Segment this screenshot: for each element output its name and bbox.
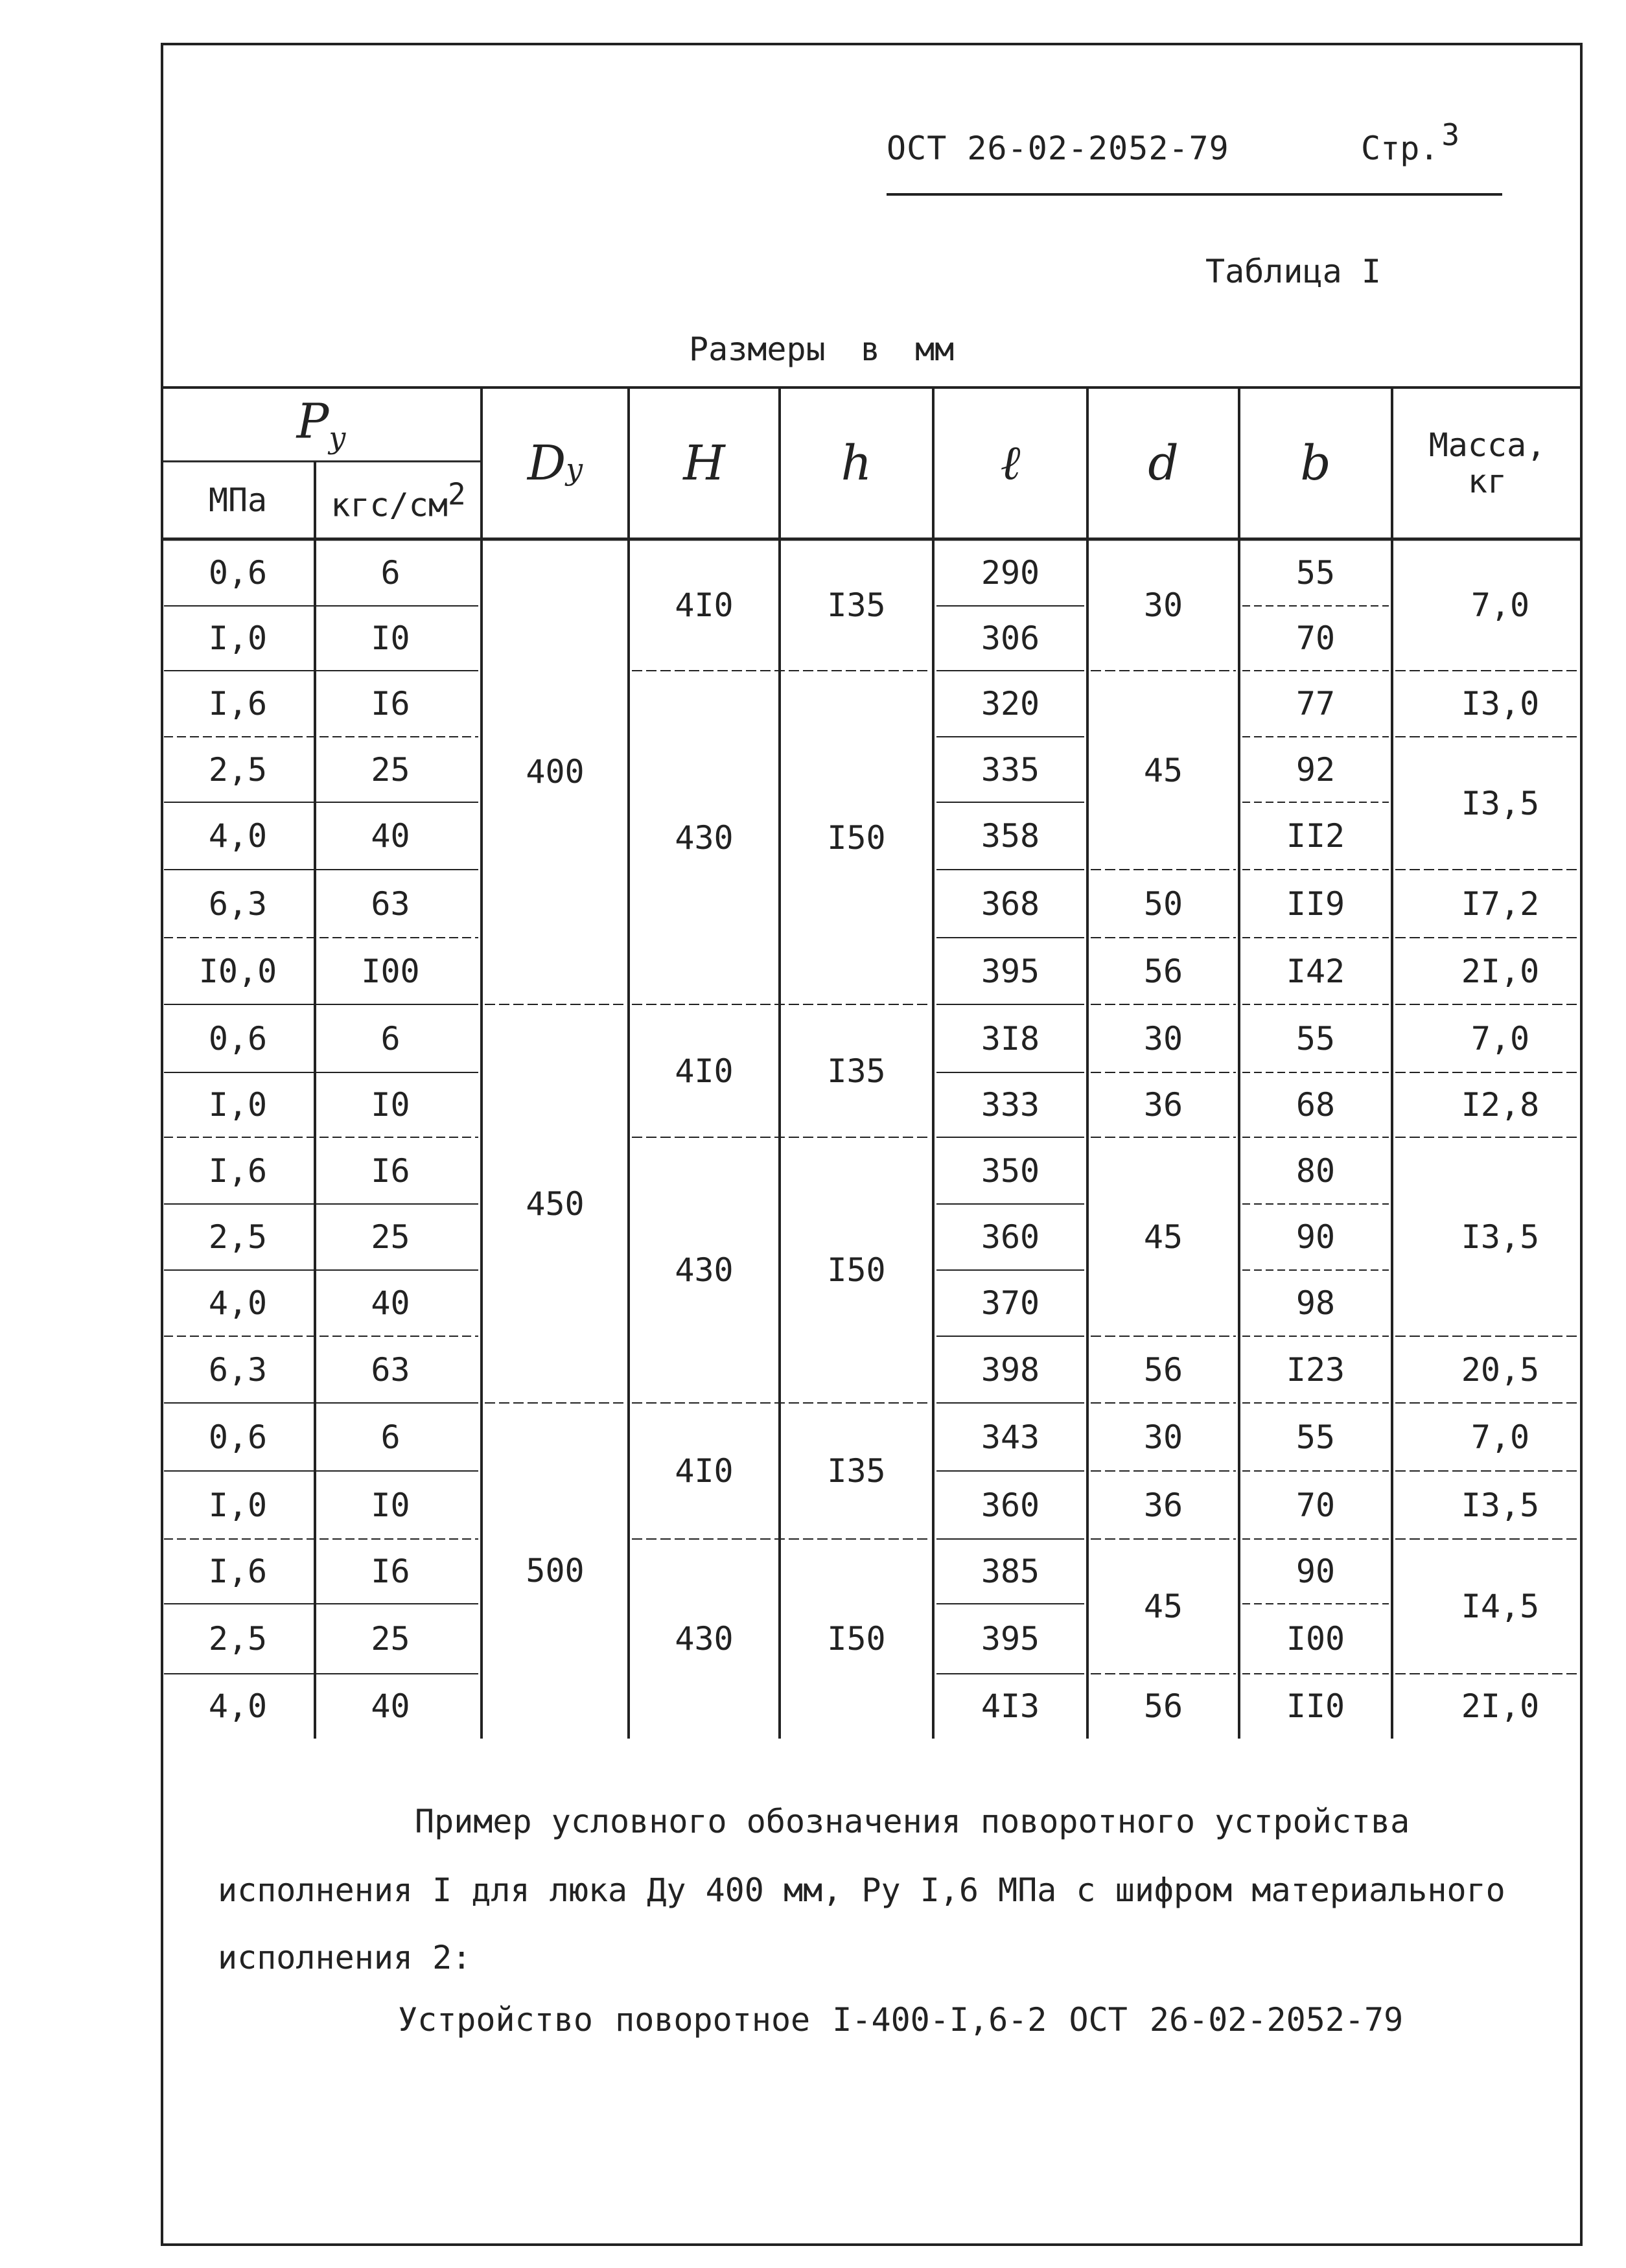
cell-b: 70 bbox=[1295, 619, 1336, 657]
cell-b: 77 bbox=[1295, 685, 1336, 723]
header-kgs-text: кгс/см bbox=[331, 486, 448, 524]
cell-h: I50 bbox=[827, 818, 886, 857]
cell-mass: I2,8 bbox=[1461, 1086, 1540, 1124]
cell-h: I50 bbox=[827, 1251, 886, 1289]
cell-kgs: I6 bbox=[371, 685, 410, 723]
cell-d: 50 bbox=[1143, 885, 1183, 923]
header-d: d bbox=[1148, 435, 1179, 491]
cell-d: 30 bbox=[1143, 1418, 1183, 1456]
cell-kgs: I6 bbox=[371, 1553, 410, 1590]
header-mpa: МПа bbox=[208, 481, 268, 519]
cell-l: 350 bbox=[981, 1151, 1040, 1190]
cell-l: 335 bbox=[981, 750, 1040, 789]
header-h: h bbox=[841, 435, 872, 491]
example-text-line-1: Пример условного обозначения поворотного устройства bbox=[415, 1803, 1410, 1840]
header-py-subscript: y bbox=[329, 420, 346, 456]
cell-mpa: I,6 bbox=[208, 1553, 268, 1590]
cell-kgs: 6 bbox=[380, 553, 401, 592]
cell-b: 80 bbox=[1295, 1151, 1336, 1190]
header-dy-subscript: y bbox=[566, 452, 583, 487]
cell-l: 290 bbox=[981, 553, 1040, 592]
cell-d: 45 bbox=[1143, 751, 1183, 789]
cell-mpa: 0,6 bbox=[208, 1418, 268, 1456]
cell-mass: I3,5 bbox=[1461, 1218, 1540, 1256]
cell-mpa: 0,6 bbox=[208, 553, 268, 592]
cell-mpa: I,0 bbox=[208, 1086, 268, 1124]
page-label-text: Стр. bbox=[1361, 130, 1439, 167]
cell-h: I35 bbox=[827, 1452, 886, 1490]
cell-mass: 7,0 bbox=[1470, 1019, 1530, 1058]
cell-mass: 7,0 bbox=[1470, 586, 1530, 624]
cell-kgs: 63 bbox=[371, 885, 410, 923]
cell-b: II0 bbox=[1286, 1687, 1345, 1725]
cell-mass: I3,0 bbox=[1461, 685, 1540, 723]
cell-kgs: 25 bbox=[371, 1620, 410, 1658]
cell-kgs: I0 bbox=[371, 619, 410, 657]
cell-b: II2 bbox=[1286, 817, 1345, 855]
header-dy bbox=[528, 435, 583, 491]
cell-kgs: 40 bbox=[371, 1687, 410, 1725]
cell-l: 360 bbox=[981, 1486, 1040, 1524]
header-mass-unit: кг bbox=[1467, 463, 1507, 500]
cell-H: 430 bbox=[675, 1620, 734, 1658]
cell-kgs: I00 bbox=[361, 952, 420, 990]
cell-dy: 400 bbox=[526, 753, 585, 791]
header-dy-symbol: D bbox=[527, 435, 566, 491]
page-number: 3 bbox=[1441, 117, 1460, 152]
cell-mpa: 4,0 bbox=[208, 817, 268, 855]
cell-mass: 2I,0 bbox=[1461, 1687, 1540, 1725]
cell-mpa: I,0 bbox=[208, 1486, 268, 1524]
cell-mpa: I,6 bbox=[208, 1151, 268, 1190]
cell-l: 368 bbox=[981, 885, 1040, 923]
header-py-symbol: P bbox=[296, 393, 329, 450]
cell-b: 90 bbox=[1295, 1218, 1336, 1256]
cell-d: 36 bbox=[1143, 1486, 1183, 1524]
cell-mpa: 2,5 bbox=[208, 1620, 268, 1658]
cell-mpa: I,6 bbox=[208, 685, 268, 723]
example-text-line-3: исполнения 2: bbox=[218, 1939, 472, 1976]
header-l: ℓ bbox=[1000, 435, 1021, 491]
cell-mass: 20,5 bbox=[1461, 1350, 1540, 1389]
cell-b: 55 bbox=[1295, 553, 1336, 592]
cell-kgs: I6 bbox=[371, 1151, 410, 1190]
cell-l: 370 bbox=[981, 1284, 1040, 1322]
cell-l: 395 bbox=[981, 952, 1040, 990]
cell-kgs: 40 bbox=[371, 1284, 410, 1322]
cell-kgs: 40 bbox=[371, 817, 410, 855]
cell-kgs: 6 bbox=[380, 1418, 401, 1456]
cell-h: I35 bbox=[827, 1052, 886, 1090]
cell-b: 55 bbox=[1295, 1418, 1336, 1456]
header-kgs-superscript: 2 bbox=[447, 476, 466, 512]
cell-mpa: 4,0 bbox=[208, 1687, 268, 1725]
cell-mass: I7,2 bbox=[1461, 885, 1540, 923]
cell-l: 333 bbox=[981, 1086, 1040, 1124]
cell-b: 92 bbox=[1295, 750, 1336, 789]
cell-mpa: I,0 bbox=[208, 619, 268, 657]
cell-d: 45 bbox=[1143, 1588, 1183, 1625]
cell-b: II9 bbox=[1286, 885, 1345, 923]
cell-b: I00 bbox=[1286, 1620, 1345, 1658]
example-designation: Устройство поворотное I-400-I,6-2 ОСТ 26-02-2052-79 bbox=[398, 2001, 1404, 2039]
cell-mass: 2I,0 bbox=[1461, 952, 1540, 990]
cell-d: 56 bbox=[1143, 1687, 1183, 1725]
cell-l: 398 bbox=[981, 1350, 1040, 1389]
cell-b: 98 bbox=[1295, 1284, 1336, 1322]
cell-l: 385 bbox=[981, 1553, 1040, 1590]
cell-H: 430 bbox=[675, 818, 734, 857]
cell-H: 4I0 bbox=[675, 586, 734, 624]
cell-b: 90 bbox=[1295, 1553, 1336, 1590]
cell-b: 70 bbox=[1295, 1486, 1336, 1524]
cell-b: I23 bbox=[1286, 1350, 1345, 1389]
example-text-line-2: исполнения I для люка Ду 400 мм, Ру I,6 МПа с шифром материального bbox=[218, 1871, 1505, 1909]
cell-d: 36 bbox=[1143, 1086, 1183, 1124]
cell-mass: I3,5 bbox=[1461, 784, 1540, 822]
cell-dy: 450 bbox=[526, 1185, 585, 1223]
cell-H: 430 bbox=[675, 1251, 734, 1289]
cell-H: 4I0 bbox=[675, 1452, 734, 1490]
cell-mpa: 6,3 bbox=[208, 885, 268, 923]
cell-mass: I3,5 bbox=[1461, 1486, 1540, 1524]
cell-mass: I4,5 bbox=[1461, 1588, 1540, 1625]
cell-kgs: 6 bbox=[380, 1019, 401, 1058]
cell-d: 56 bbox=[1143, 1350, 1183, 1389]
cell-b: 55 bbox=[1295, 1019, 1336, 1058]
cell-mass: 7,0 bbox=[1470, 1418, 1530, 1456]
cell-d: 30 bbox=[1143, 586, 1183, 624]
cell-l: 4I3 bbox=[981, 1687, 1040, 1725]
cell-kgs: 25 bbox=[371, 1218, 410, 1256]
header-b: b bbox=[1300, 435, 1331, 491]
cell-l: 395 bbox=[981, 1620, 1040, 1658]
cell-d: 30 bbox=[1143, 1019, 1183, 1058]
cell-dy: 500 bbox=[526, 1552, 585, 1590]
header-mass: Масса, bbox=[1428, 426, 1546, 464]
cell-mpa: 2,5 bbox=[208, 750, 268, 789]
cell-l: 358 bbox=[981, 817, 1040, 855]
cell-b: 68 bbox=[1295, 1086, 1336, 1124]
cell-b: I42 bbox=[1286, 952, 1345, 990]
cell-mpa: 2,5 bbox=[208, 1218, 268, 1256]
dimensions-label: Размеры в мм bbox=[689, 330, 955, 368]
table-title: Таблица I bbox=[1205, 253, 1381, 290]
cell-l: 343 bbox=[981, 1418, 1040, 1456]
cell-l: 360 bbox=[981, 1218, 1040, 1256]
cell-l: 320 bbox=[981, 685, 1040, 723]
document-code: ОСТ 26-02-2052-79 bbox=[887, 130, 1229, 167]
cell-kgs: 63 bbox=[371, 1350, 410, 1389]
cell-kgs: I0 bbox=[371, 1086, 410, 1124]
cell-mpa: 4,0 bbox=[208, 1284, 268, 1322]
header-kgs bbox=[331, 477, 465, 524]
cell-mpa: I0,0 bbox=[198, 952, 277, 990]
cell-kgs: 25 bbox=[371, 750, 410, 789]
cell-d: 56 bbox=[1143, 952, 1183, 990]
header-py bbox=[297, 394, 346, 456]
cell-mpa: 6,3 bbox=[208, 1350, 268, 1389]
cell-kgs: I0 bbox=[371, 1486, 410, 1524]
cell-H: 4I0 bbox=[675, 1052, 734, 1090]
cell-d: 45 bbox=[1143, 1218, 1183, 1256]
cell-l: 306 bbox=[981, 619, 1040, 657]
cell-mpa: 0,6 bbox=[208, 1019, 268, 1058]
cell-h: I35 bbox=[827, 586, 886, 624]
cell-l: 3I8 bbox=[981, 1019, 1040, 1058]
header-H: H bbox=[683, 435, 725, 491]
cell-h: I50 bbox=[827, 1620, 886, 1658]
